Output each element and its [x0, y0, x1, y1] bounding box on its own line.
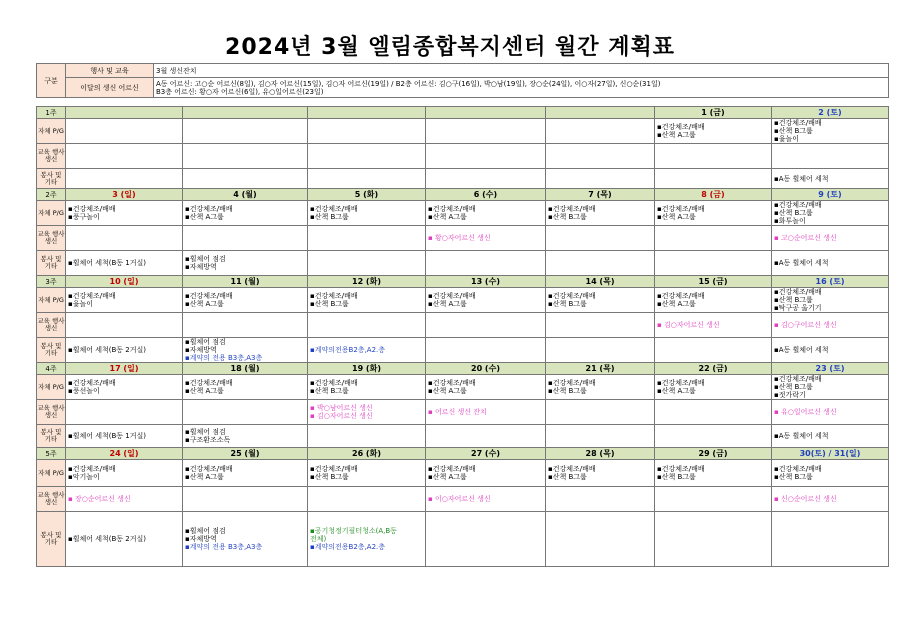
cell-entry: ▪건강체조/배배 [428, 205, 476, 213]
cell-entry: ▪산책 B그룹 [310, 387, 349, 395]
cell-entry: ▪자체방역 [185, 535, 217, 543]
monthly-plan-sheet [36, 63, 888, 567]
week-header-row [37, 276, 889, 288]
cell-entry: ▪건강체조/배배 [774, 119, 822, 127]
cell-entry: ▪계약의 전용 B3층,A3층 [185, 354, 263, 362]
calendar-cell [546, 313, 655, 338]
day-header: 10 (일) [66, 276, 183, 288]
calendar-table [36, 106, 889, 567]
calendar-cell [66, 400, 183, 425]
cell-entry: ▪건강체조/배배 [310, 379, 358, 387]
calendar-cell [655, 400, 772, 425]
day-header: 16 (토) [772, 276, 889, 288]
day-header: 4 (월) [183, 189, 308, 201]
jache-row-label: 자체 P/G [37, 375, 66, 400]
jache-row-label: 자체 P/G [37, 201, 66, 226]
cell-entry: ▪ 장○순어르신 생신 [68, 495, 131, 503]
calendar-cell [772, 226, 889, 251]
cell-entry: ▪산책 A그룹 [428, 387, 467, 395]
cell-entry: ▪건강체조/배배 [68, 379, 116, 387]
calendar-cell [426, 288, 546, 313]
calendar-cell [772, 425, 889, 448]
day-header: 5 (화) [308, 189, 426, 201]
day-header: 14 (목) [546, 276, 655, 288]
calendar-cell [546, 425, 655, 448]
calendar-cell [66, 512, 183, 567]
cell-entry: ▪ 김○자어르신 생신 [657, 321, 720, 329]
calendar-cell [183, 313, 308, 338]
day-header: 22 (금) [655, 363, 772, 375]
cell-entry: ▪산책 A그룹 [185, 473, 224, 481]
jache-row [37, 288, 889, 313]
cell-entry: ▪건강체조/배배 [774, 375, 822, 383]
cell-entry: ▪산책 B그룹 [548, 300, 587, 308]
cell-entry: ▪산책 A그룹 [657, 300, 696, 308]
bongsa-row-label: 봉사 및 기타 [37, 512, 66, 567]
bongsa-row-label: 봉사 및 기타 [37, 425, 66, 448]
calendar-cell [183, 144, 308, 169]
bongsa-row [37, 338, 889, 363]
birthday-seniors-line1: A동 어르신: 고○순 어르신(8일), 김○자 어르신(15일), 김○자 어르신(19일) / B2층 어르신: 김○구(16일), 박○남(19일), 장○순(24일), 이○자(27일), 신○순(31일) [156, 79, 661, 88]
cell-entry: ▪ 박○남어르신 생신 [310, 404, 373, 412]
cell-entry: ▪산책 A그룹 [657, 213, 696, 221]
cell-entry: ▪산책 B그룹 [310, 300, 349, 308]
day-header: 30(토) / 31(일) [772, 448, 889, 460]
day-header: 23 (토) [772, 363, 889, 375]
week-label: 5주 [37, 448, 66, 460]
cell-entry: ▪건강체조/배배 [548, 292, 596, 300]
cell-entry: ▪건강체조/배배 [428, 379, 476, 387]
calendar-cell [772, 460, 889, 487]
cell-entry: ▪A동 휠체어 세척 [774, 346, 829, 354]
calendar-cell [546, 119, 655, 144]
cell-entry: ▪계약의 전용 B3층,A3층 [185, 543, 263, 551]
calendar-cell [426, 460, 546, 487]
cell-entry: ▪공기청정기필터청소(A,B동 [310, 527, 397, 535]
cell-entry: ▪계약의전용B2층,A2.층 [310, 543, 386, 551]
cell-entry: ▪자체방역 [185, 263, 217, 271]
week-header-row [37, 189, 889, 201]
week-label: 1주 [37, 107, 66, 119]
gyoyuk-row [37, 313, 889, 338]
calendar-cell [308, 169, 426, 189]
calendar-cell [546, 338, 655, 363]
gyoyuk-row-label: 교육 행사 생신 [37, 487, 66, 512]
cell-entry: ▪ 어르신 생신 잔치 [428, 408, 487, 416]
week-header-row [37, 363, 889, 375]
day-header: 1 (금) [655, 107, 772, 119]
cell-entry: ▪윷놀이 [68, 300, 94, 308]
cell-entry: ▪자체방역 [185, 346, 217, 354]
calendar-cell [772, 512, 889, 567]
calendar-cell [546, 400, 655, 425]
calendar-cell [655, 201, 772, 226]
calendar-cell [426, 375, 546, 400]
gyoyuk-row [37, 144, 889, 169]
cell-entry: ▪산책 B그룹 [548, 473, 587, 481]
cell-entry: ▪계약의전용B2층,A2.층 [310, 346, 386, 354]
cell-entry: ▪산책 A그룹 [185, 213, 224, 221]
day-header: 29 (금) [655, 448, 772, 460]
cell-entry: ▪산책 A그룹 [185, 387, 224, 395]
calendar-cell [655, 375, 772, 400]
calendar-cell [546, 512, 655, 567]
page-title: 2024년 3월 엘림종합복지센터 월간 계획표 [225, 35, 675, 60]
birthday-seniors-line2: B3층 어르신: 황○자 어르신(6일), 유○일어르신(23일) [156, 87, 324, 96]
week-label: 4주 [37, 363, 66, 375]
cell-entry: ▪건강체조/배배 [548, 465, 596, 473]
calendar-cell [546, 288, 655, 313]
cell-entry: ▪건강체조/배배 [68, 465, 116, 473]
calendar-cell [426, 487, 546, 512]
calendar-cell [66, 119, 183, 144]
cell-entry: ▪ 황○자어르신 생신 [428, 234, 491, 242]
cell-entry: ▪젓가락기 [774, 391, 806, 399]
calendar-cell [426, 251, 546, 276]
calendar-cell [66, 338, 183, 363]
calendar-cell [66, 288, 183, 313]
event-education-label: 행사 및 교육 [66, 64, 154, 78]
calendar-cell [308, 144, 426, 169]
calendar-cell [308, 313, 426, 338]
calendar-cell [66, 226, 183, 251]
gyoyuk-row-label: 교육 행사 생신 [37, 144, 66, 169]
birthday-seniors-value [154, 78, 889, 98]
day-header: 17 (일) [66, 363, 183, 375]
bongsa-row-label: 봉사 및 기타 [37, 251, 66, 276]
calendar-cell [308, 288, 426, 313]
bongsa-row-label: 봉사 및 기타 [37, 338, 66, 363]
calendar-cell [546, 460, 655, 487]
header-table [36, 63, 889, 98]
day-header: 28 (목) [546, 448, 655, 460]
calendar-cell [772, 251, 889, 276]
week-header-row [37, 448, 889, 460]
calendar-cell [308, 119, 426, 144]
cell-entry: ▪A동 휠체어 세척 [774, 174, 829, 183]
cell-entry: ▪윷놀이 [774, 135, 800, 143]
day-header [66, 107, 183, 119]
cell-entry: ▪산책 B그룹 [774, 296, 813, 304]
day-header: 9 (토) [772, 189, 889, 201]
day-header: 8 (금) [655, 189, 772, 201]
week-label: 3주 [37, 276, 66, 288]
calendar-cell [655, 313, 772, 338]
cell-entry: ▪산책 A그룹 [185, 300, 224, 308]
cell-entry: ▪건강체조/배배 [310, 465, 358, 473]
calendar-cell [426, 338, 546, 363]
jache-row [37, 119, 889, 144]
cell-entry: ▪건강체조/배배 [548, 205, 596, 213]
calendar-cell [546, 375, 655, 400]
calendar-cell [426, 226, 546, 251]
calendar-cell [772, 169, 889, 189]
day-header: 19 (화) [308, 363, 426, 375]
day-header: 7 (목) [546, 189, 655, 201]
bongsa-row [37, 425, 889, 448]
calendar-cell [655, 226, 772, 251]
calendar-cell [772, 288, 889, 313]
cell-entry: ▪휠체어 세척(B동 1거실) [68, 259, 147, 267]
calendar-cell [655, 169, 772, 189]
bongsa-row [37, 251, 889, 276]
calendar-cell [183, 512, 308, 567]
cell-entry: ▪건강체조/배배 [774, 288, 822, 296]
cell-entry: ▪A동 휠체어 세척 [774, 432, 829, 440]
calendar-cell [772, 144, 889, 169]
calendar-cell [426, 119, 546, 144]
bongsa-row-label: 봉사 및 기타 [37, 169, 66, 189]
calendar-cell [426, 313, 546, 338]
cell-entry: ▪건강체조/배배 [657, 292, 705, 300]
week-label: 2주 [37, 189, 66, 201]
calendar-cell [183, 487, 308, 512]
gyoyuk-row-label: 교육 행사 생신 [37, 226, 66, 251]
calendar-cell [308, 201, 426, 226]
calendar-cell [426, 144, 546, 169]
calendar-cell [426, 169, 546, 189]
calendar-cell [426, 425, 546, 448]
cell-entry: ▪건강체조/배배 [310, 205, 358, 213]
calendar-cell [308, 338, 426, 363]
calendar-cell [183, 460, 308, 487]
cell-entry: ▪건강체조/배배 [68, 205, 116, 213]
cell-entry: ▪악기놀이 [68, 473, 100, 481]
cell-entry: ▪ 고○순어르신 생신 [774, 234, 837, 242]
cell-entry: ▪건강체조/배배 [310, 292, 358, 300]
cell-entry: ▪산책 A그룹 [657, 387, 696, 395]
day-header: 25 (월) [183, 448, 308, 460]
cell-entry: ▪휠체어 세척(B동 2거실) [68, 346, 147, 354]
calendar-cell [183, 226, 308, 251]
calendar-cell [655, 487, 772, 512]
calendar-cell [426, 512, 546, 567]
cell-entry: ▪화투놀이 [774, 217, 806, 225]
calendar-cell [308, 251, 426, 276]
calendar-cell [308, 226, 426, 251]
calendar-cell [655, 460, 772, 487]
cell-entry: ▪휠체어 세척(B동 1거실) [68, 432, 147, 440]
day-header: 27 (수) [426, 448, 546, 460]
gyoyuk-row [37, 226, 889, 251]
calendar-cell [308, 425, 426, 448]
cell-entry: ▪건강체조/배배 [185, 465, 233, 473]
cell-entry: ▪건강체조/배배 [657, 123, 705, 131]
cell-entry: ▪산책 B그룹 [657, 473, 696, 481]
calendar-cell [655, 338, 772, 363]
calendar-cell [308, 460, 426, 487]
calendar-cell [546, 144, 655, 169]
calendar-cell [308, 487, 426, 512]
calendar-cell [655, 425, 772, 448]
calendar-cell [66, 144, 183, 169]
cell-entry: ▪ 유○일어르신 생신 [774, 408, 837, 416]
cell-entry: ▪건강체조/배배 [185, 292, 233, 300]
gyoyuk-row-label: 교육 행사 생신 [37, 400, 66, 425]
day-header: 18 (월) [183, 363, 308, 375]
calendar-cell [66, 425, 183, 448]
cell-entry: ▪산책 B그룹 [310, 473, 349, 481]
cell-entry: ▪탁구공 옮기기 [774, 304, 822, 312]
calendar-cell [772, 119, 889, 144]
cell-entry: ▪건강체조/배배 [428, 465, 476, 473]
calendar-cell [183, 169, 308, 189]
calendar-cell [546, 201, 655, 226]
bongsa-row [37, 169, 889, 189]
calendar-cell [655, 251, 772, 276]
cell-entry: ▪풍구놀이 [68, 213, 100, 221]
calendar-cell [655, 512, 772, 567]
cell-entry: ▪산책 A그룹 [428, 300, 467, 308]
day-header: 20 (수) [426, 363, 546, 375]
calendar-cell [66, 313, 183, 338]
calendar-cell [66, 169, 183, 189]
day-header [308, 107, 426, 119]
cell-entry: ▪건강체조/배배 [774, 201, 822, 209]
calendar-cell [183, 400, 308, 425]
jache-row-label: 자체 P/G [37, 119, 66, 144]
jache-row-label: 자체 P/G [37, 288, 66, 313]
day-header: 15 (금) [655, 276, 772, 288]
calendar-cell [183, 338, 308, 363]
day-header: 2 (토) [772, 107, 889, 119]
calendar-cell [772, 313, 889, 338]
cell-entry: ▪휠체어 세척(B동 2거실) [68, 535, 147, 543]
calendar-cell [183, 375, 308, 400]
cell-entry: ▪건강체조/배배 [548, 379, 596, 387]
cell-entry: ▪ 김○구어르신 생신 [774, 321, 837, 329]
day-header: 6 (수) [426, 189, 546, 201]
calendar-cell [66, 201, 183, 226]
day-header: 11 (월) [183, 276, 308, 288]
day-header: 13 (수) [426, 276, 546, 288]
gyoyuk-row [37, 487, 889, 512]
cell-entry: ▪건강체조/배배 [428, 292, 476, 300]
calendar-cell [183, 119, 308, 144]
cell-entry: ▪산책 B그룹 [774, 209, 813, 217]
cell-entry: ▪건강체조/배배 [657, 465, 705, 473]
calendar-cell [546, 487, 655, 512]
cell-entry: 전체) [310, 535, 327, 543]
event-education-value: 3월 생신잔치 [154, 64, 889, 78]
calendar-cell [772, 487, 889, 512]
cell-entry: ▪휠체어 점검 [185, 255, 226, 263]
cell-entry: ▪A동 휠체어 세척 [774, 259, 829, 267]
jache-row [37, 201, 889, 226]
cell-entry: ▪산책 A그룹 [428, 473, 467, 481]
cell-entry: ▪ 김○자어르신 생신 [310, 412, 373, 420]
cell-entry: ▪산책 A그룹 [428, 213, 467, 221]
cell-entry: ▪산책 B그룹 [310, 213, 349, 221]
cell-entry: ▪휠체어 점검 [185, 338, 226, 346]
cell-entry: ▪휠체어 점검 [185, 527, 226, 535]
cell-entry: ▪건강체조/배배 [185, 205, 233, 213]
jache-row [37, 460, 889, 487]
calendar-cell [426, 201, 546, 226]
calendar-cell [655, 119, 772, 144]
gu-label: 구분 [37, 64, 66, 98]
day-header: 3 (일) [66, 189, 183, 201]
cell-entry: ▪ 신○순어르신 생신 [774, 495, 837, 503]
jache-row-label: 자체 P/G [37, 460, 66, 487]
day-header: 21 (목) [546, 363, 655, 375]
calendar-cell [546, 251, 655, 276]
birthday-seniors-label: 이달의 생신 어르신 [66, 78, 154, 98]
cell-entry: ▪건강체조/배배 [774, 465, 822, 473]
cell-entry: ▪풍선놀이 [68, 387, 100, 395]
jache-row [37, 375, 889, 400]
bongsa-row [37, 512, 889, 567]
gyoyuk-row [37, 400, 889, 425]
cell-entry: ▪건강체조/배배 [68, 292, 116, 300]
calendar-cell [546, 226, 655, 251]
gyoyuk-row-label: 교육 행사 생신 [37, 313, 66, 338]
calendar-cell [772, 201, 889, 226]
cell-entry: ▪산책 A그룹 [657, 131, 696, 139]
cell-entry: ▪ 이○자어르신 생신 [428, 495, 491, 503]
calendar-cell [183, 425, 308, 448]
calendar-cell [183, 201, 308, 226]
cell-entry: ▪구조환조소독 [185, 436, 231, 444]
cell-entry: ▪산책 B그룹 [774, 383, 813, 391]
day-header [546, 107, 655, 119]
calendar-cell [772, 400, 889, 425]
calendar-cell [66, 251, 183, 276]
calendar-cell [308, 375, 426, 400]
calendar-cell [655, 288, 772, 313]
day-header: 24 (일) [66, 448, 183, 460]
day-header [183, 107, 308, 119]
day-header: 26 (화) [308, 448, 426, 460]
cell-entry: ▪건강체조/배배 [185, 379, 233, 387]
calendar-cell [66, 375, 183, 400]
day-header: 12 (화) [308, 276, 426, 288]
cell-entry: ▪산책 B그룹 [774, 127, 813, 135]
cell-entry: ▪휠체어 점검 [185, 428, 226, 436]
calendar-cell [308, 400, 426, 425]
calendar-cell [308, 512, 426, 567]
cell-entry: ▪산책 B그룹 [548, 213, 587, 221]
calendar-cell [546, 169, 655, 189]
cell-entry: ▪건강체조/배배 [657, 379, 705, 387]
calendar-cell [183, 288, 308, 313]
cell-entry: ▪건강체조/배배 [657, 205, 705, 213]
calendar-cell [66, 487, 183, 512]
calendar-cell [772, 338, 889, 363]
calendar-cell [772, 375, 889, 400]
cell-entry: ▪산책 B그룹 [774, 473, 813, 481]
calendar-cell [426, 400, 546, 425]
calendar-cell [66, 460, 183, 487]
cell-entry: ▪산책 B그룹 [548, 387, 587, 395]
week-header-row [37, 107, 889, 119]
calendar-cell [183, 251, 308, 276]
calendar-cell [655, 144, 772, 169]
day-header [426, 107, 546, 119]
